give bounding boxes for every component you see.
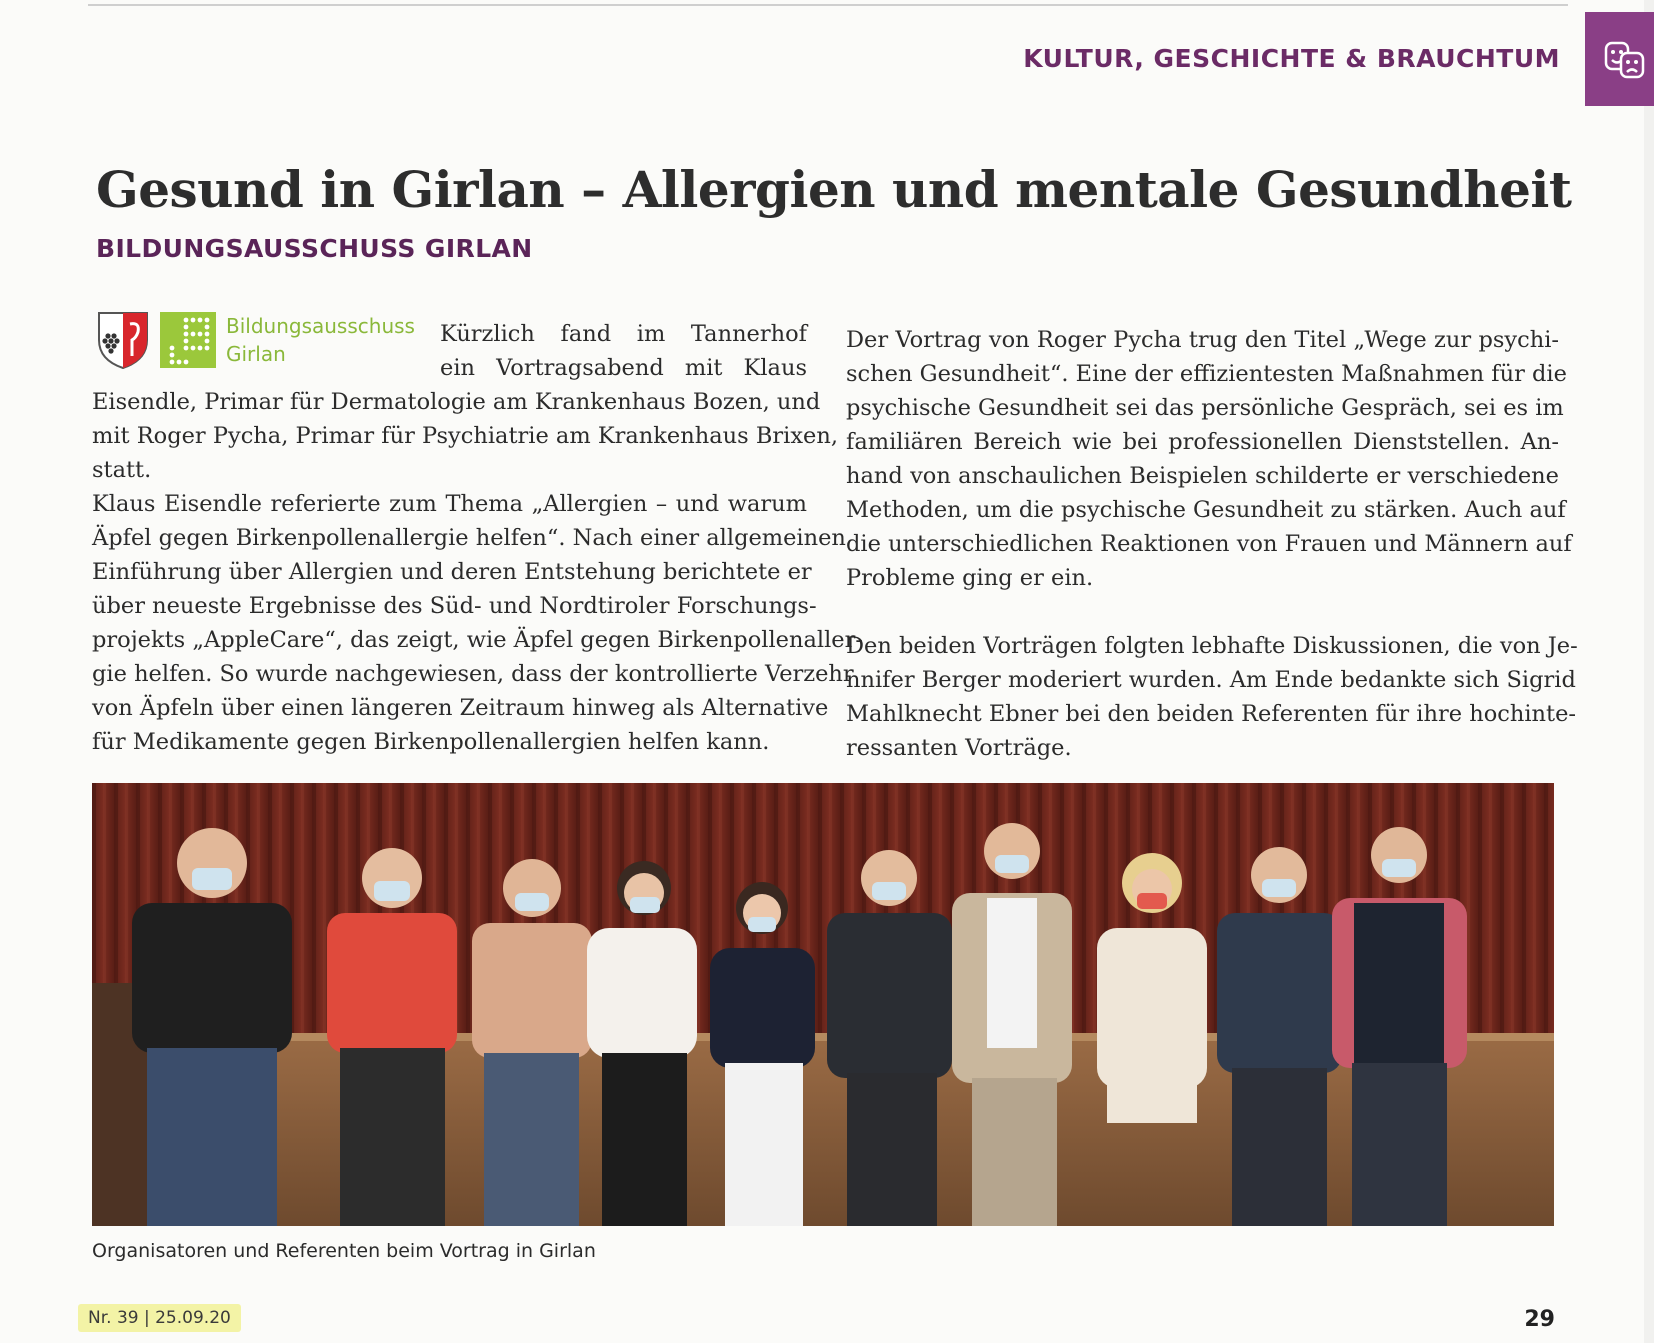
text-line: familiären Bereich wie bei professionellen Dienststellen. An-	[846, 429, 1559, 455]
text-line: Einführung über Allergien und deren Entstehung berichtete er	[92, 559, 812, 585]
text-line: statt.	[92, 457, 152, 483]
text-line: Mahlknecht Ebner bei den beiden Referenten für ihre hochinte-	[846, 701, 1576, 727]
text-line: Den beiden Vorträgen folgten lebhafte Diskussionen, die von Je-	[846, 633, 1578, 659]
section-tab	[1585, 12, 1654, 106]
text-line: Kürzlich fand im Tannerhof	[440, 321, 807, 347]
section-label: KULTUR, GESCHICHTE & BRAUCHTUM	[1023, 44, 1560, 73]
text-line: psychische Gesundheit sei das persönliche Gespräch, sei es im	[846, 395, 1564, 421]
text-line: hand von anschaulichen Beispielen schilderte er verschiedene	[846, 463, 1559, 489]
text-line: Probleme ging er ein.	[846, 565, 1094, 591]
text-line: ressanten Vorträge.	[846, 735, 1072, 761]
text-line: nnifer Berger moderiert wurden. Am Ende bedankte sich Sigrid	[846, 667, 1576, 693]
text-line: über neueste Ergebnisse des Süd- und Nordtiroler Forschungs-	[92, 593, 817, 619]
text-line: Eisendle, Primar für Dermatologie am Krankenhaus Bozen, und	[92, 389, 821, 415]
page-number: 29	[1524, 1307, 1555, 1332]
text-line: ein Vortragsabend mit Klaus	[440, 355, 807, 381]
text-line: mit Roger Pycha, Primar für Psychiatrie am Krankenhaus Brixen,	[92, 423, 838, 449]
text-line: projekts „AppleCare“, das zeigt, wie Äpfel gegen Birkenpollenaller-	[92, 627, 863, 653]
text-line: Der Vortrag von Roger Pycha trug den Titel „Wege zur psychi-	[846, 327, 1559, 353]
article-column-left	[92, 317, 863, 759]
text-line: schen Gesundheit“. Eine der effizientesten Maßnahmen für die	[846, 361, 1567, 387]
logo-text-line1: Bildungsausschuss	[226, 314, 415, 338]
article-column-right	[846, 323, 1578, 765]
text-line: die unterschiedlichen Reaktionen von Frauen und Männern auf	[846, 531, 1572, 557]
group-photo-illustration	[92, 783, 1554, 1226]
text-line: Klaus Eisendle referierte zum Thema „Allergien – und warum	[92, 491, 807, 517]
theater-masks-icon	[1603, 37, 1647, 81]
paragraph-gap	[846, 595, 1559, 629]
top-rule	[88, 4, 1568, 6]
text-line: von Äpfeln über einen längeren Zeitraum hinweg als Alternative	[92, 695, 829, 721]
logo-text-line2: Girlan	[226, 342, 286, 366]
issue-info: Nr. 39 | 25.09.20	[78, 1304, 241, 1332]
group-photo	[92, 783, 1554, 1226]
article-title: Gesund in Girlan – Allergien und mentale Gesundheit	[96, 160, 1572, 219]
text-line: Methoden, um die psychische Gesundheit zu stärken. Auch auf	[846, 497, 1566, 523]
photo-caption: Organisatoren und Referenten beim Vortrag in Girlan	[92, 1240, 596, 1262]
text-line: für Medikamente gegen Birkenpollenallergien helfen kann.	[92, 729, 770, 755]
text-line: gie helfen. So wurde nachgewiesen, dass der kontrollierte Verzehr	[92, 661, 854, 687]
article-author: BILDUNGSAUSSCHUSS GIRLAN	[96, 234, 533, 263]
text-line: Äpfel gegen Birkenpollenallergie helfen“. Nach einer allgemeinen	[92, 525, 846, 551]
page-edge	[1644, 0, 1654, 1343]
